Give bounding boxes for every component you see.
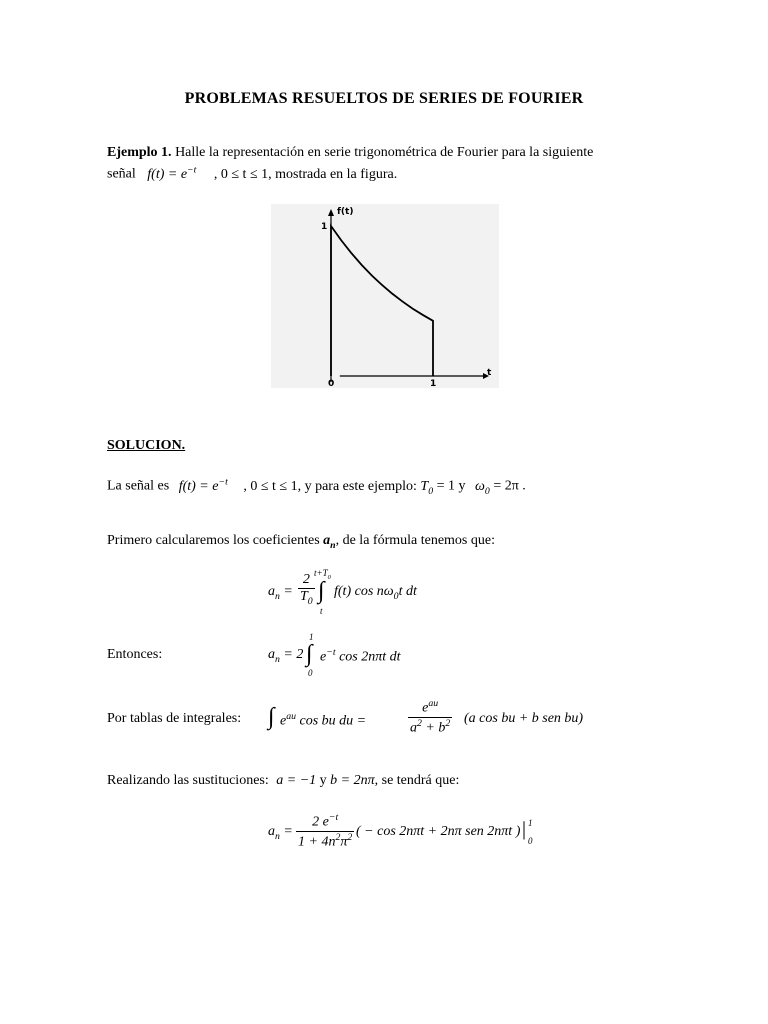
example-line-1: [107, 145, 593, 161]
sol-T0-val: = 1 y: [433, 478, 466, 494]
formula-an-integral: $a_n = 2$ ∫ 1 0 $e^{-t}$ cos 2nπt dt: [268, 632, 401, 678]
sust-prefix: Realizando las sustituciones:: [107, 773, 269, 788]
sol-w0-val: = 2π .: [489, 478, 526, 494]
sol-coef: $a_n$: [323, 533, 336, 551]
solution-heading: SOLUCION.: [107, 438, 186, 453]
signal-plot: [271, 204, 499, 388]
formula-an-general: $a_n$ = $\frac{2}{T_0}$ ∫ $t+T_0$ t f(t) $\cos n\omega_0t$ dt: [268, 568, 417, 616]
x-tick-label-1: 1: [430, 379, 437, 388]
sol-range: , 0 ≤ t ≤ 1, y para este ejemplo:: [243, 478, 417, 494]
y-tick-label: 1: [321, 222, 328, 232]
example-range: , 0 ≤ t ≤ 1, mostrada en la figura.: [213, 166, 398, 182]
sol-line1-prefix: La señal es: [107, 478, 170, 494]
sust-y: y: [316, 773, 331, 788]
sust-b: b = 2nπ: [330, 773, 375, 788]
example-line2-prefix: señal: [107, 166, 136, 182]
formula-integral-table: ∫ $e^{au}$ cos bu du = $\frac{e^{au}}{a^2 + b^2}$ (a cos bu + b sen bu): [268, 698, 584, 736]
example-signal: $f(t) = e^{-t}$: [147, 164, 197, 182]
entonces-label: Entonces:: [107, 647, 163, 662]
x-axis-label: t: [487, 368, 492, 378]
tablas-label: Por tablas de integrales:: [107, 711, 242, 726]
x-tick-label-0: 0: [328, 379, 335, 388]
signal-figure: [271, 204, 499, 388]
solution-line-1: [107, 476, 526, 496]
sol-T0: $T_0$: [420, 478, 434, 497]
sustituciones-line: [107, 773, 459, 789]
sust-a: a = −1: [276, 773, 317, 788]
y-axis-label: f(t): [337, 207, 354, 217]
sol-line2-text: Primero calcularemos los coeficientes: [107, 533, 320, 548]
sol-w0: $\omega_0$: [475, 478, 490, 497]
example-text-1: Halle la representación en serie trigonométrica de Fourier para la siguiente: [175, 145, 594, 160]
sol-line2-rest: , de la fórmula tenemos que:: [335, 533, 495, 548]
sol-signal: $f(t) = e^{-t}$: [178, 476, 228, 494]
sust-suffix: , se tendrá que:: [374, 773, 460, 788]
formula-an-result: $a_n$ = $\frac{2 e^{-t}}{1 + 4n^2\pi^2}$ ( − cos 2nπt + 2nπ sen 2nπt ) | 1 0: [268, 812, 533, 850]
y-axis-arrow: [328, 209, 334, 216]
example-line-2: [107, 164, 397, 183]
solution-line-2: [107, 533, 495, 551]
example-label: Ejemplo 1.: [107, 145, 172, 160]
page-title: PROBLEMAS RESUELTOS DE SERIES DE FOURIER: [184, 90, 584, 107]
signal-line: [331, 226, 433, 376]
